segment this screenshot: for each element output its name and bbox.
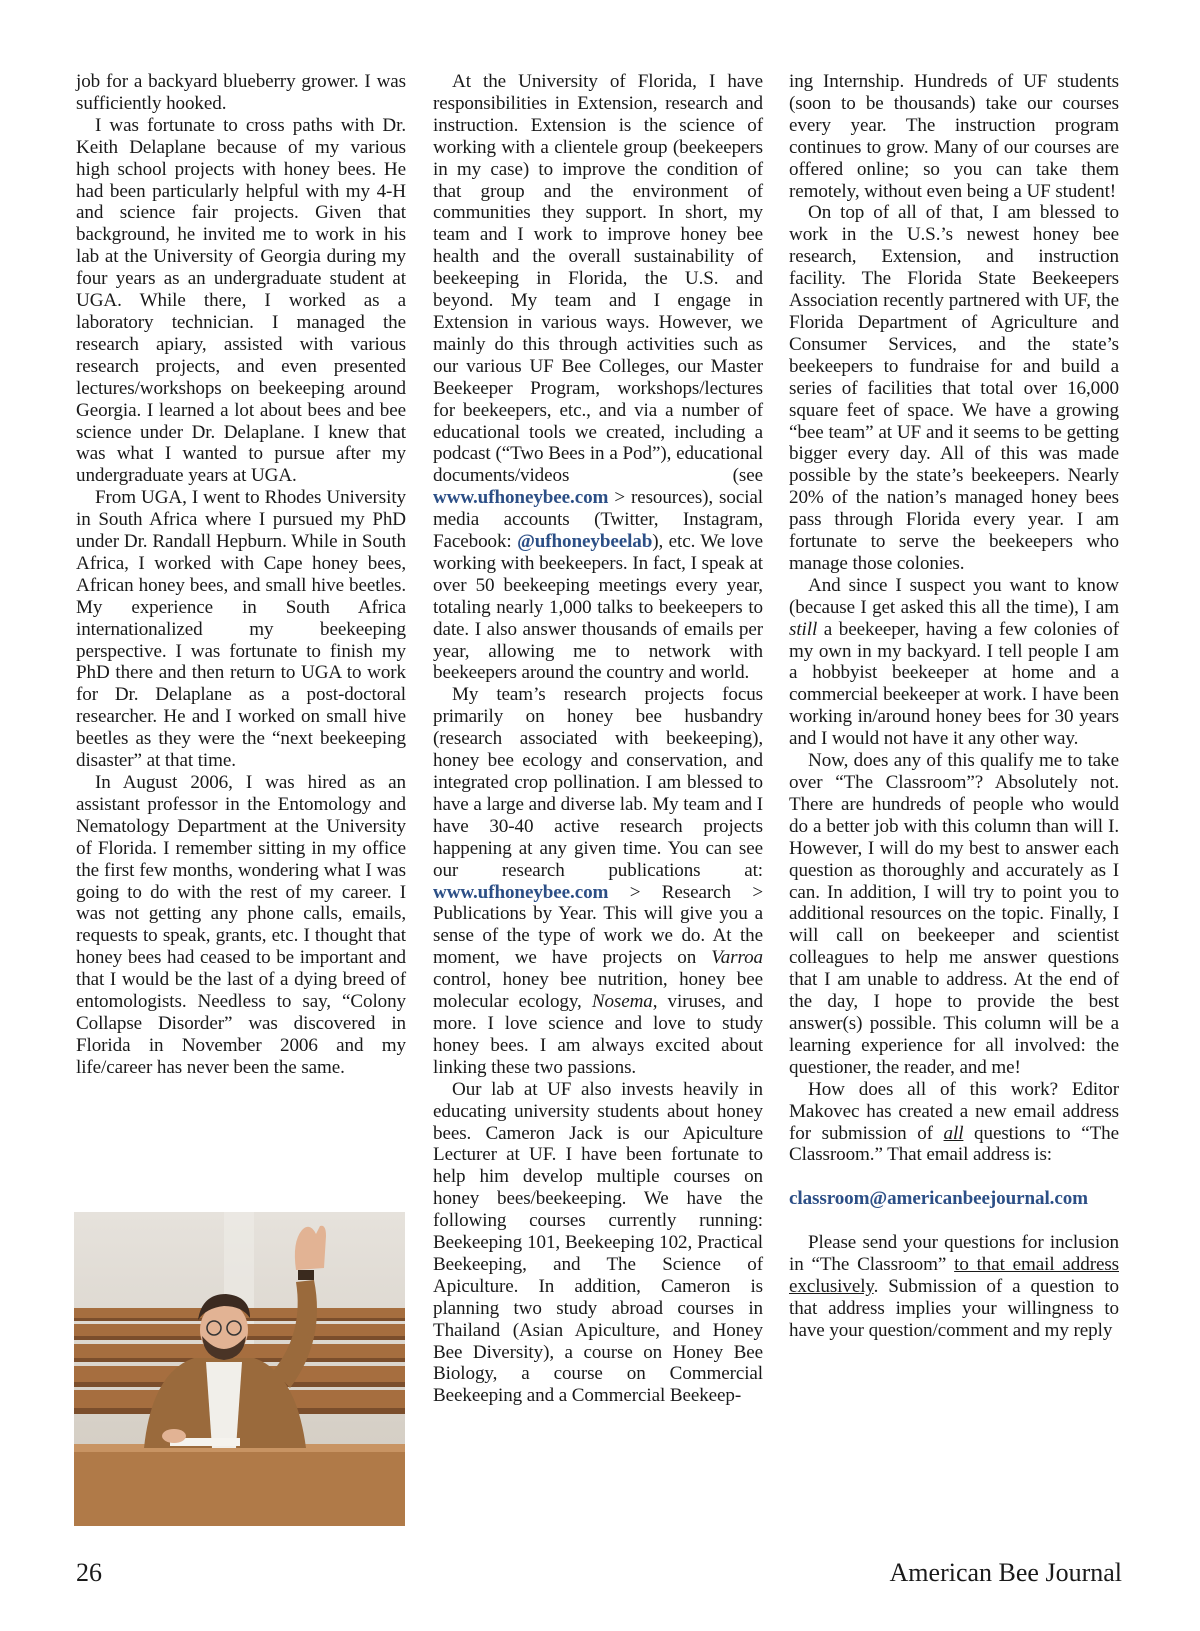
paragraph: Our lab at UF also invests heavily in educating university students about honey bees. Cameron Jack is our Apiculture Lecturer at UF. I have been fortunate to help him develop multiple courses on honey bees/beekeeping. We have the following courses currently running: Beekeeping 101, Beekeeping 102, Practical Beekeeping, and The Science of Apiculture. In addition, Cameron is planning two study abroad courses in Thailand (Asian Apiculture, and Honey Bee Diversity), a course on Honey Bee Biology, a course on Commercial Beekeeping and a Commercial Beekeep-	[433, 1078, 763, 1407]
paragraph: From UGA, I went to Rhodes University in South Africa where I pursued my PhD under Dr. Randall Hepburn. While in South Africa, I worked with Cape honey bees, African honey bees, and small hive beetles. My experience in South Africa internationalized my beekeeping perspective. I was fortunate to finish my PhD there and then return to UGA to work for Dr. Delaplane as a post-doctoral researcher. He and I worked on small hive beetles as they were the “next beekeeping disaster” at that time.	[76, 487, 406, 772]
publication-name: American Bee Journal	[889, 1558, 1122, 1587]
classroom-email-link[interactable]: classroom@americanbeejournal.com	[789, 1188, 1088, 1210]
article-column-2	[433, 71, 763, 1407]
paragraph: My team’s research projects focus primarily on honey bee husbandry (research associated with beekeeping), honey bee ecology and conservation, and integrated crop pollination. I am blessed to have a large and diverse lab. My team and I have 30-40 active research projects happening at any given time. You can see our research publications at: www.ufhoneybee.com > Research > Publications by Year. This will give you a sense of the type of work we do. At the moment, we have projects on Varroa control, honey bee nutrition, honey bee molecular ecology, Nosema, viruses, and more. I love science and love to study honey bees. I am always excited about linking these two passions.	[433, 684, 763, 1078]
paragraph: Please send your questions for inclusion in “The Classroom” to that email address exclusively. Submission of a question to that address implies your willingness to have your question/comment and my reply	[789, 1232, 1119, 1341]
paragraph: At the University of Florida, I have responsibilities in Extension, research and instruction. Extension is the science of working with a clientele group (beekeepers in my case) to improve the condition of that group and the environment of communities they support. In short, my team and I work to improve honey bee health and the overall sustainability of beekeeping in Florida, the U.S. and beyond. My team and I engage in Extension in various ways. However, we mainly do this through activities such as our various UF Bee Colleges, our Master Beekeeper Program, workshops/lectures for beekeepers, etc., and via a number of educational tools we created, including a podcast (“Two Bees in a Pod”), educational documents/videos (see www.ufhoneybee.com > resources), social media accounts (Twitter, Instagram, Facebook: @ufhoneybeelab), etc. We love working with beekeepers. In fact, I speak at over 50 beekeeping meetings every year, totaling nearly 1,000 talks to beekeepers to date. I also answer thousands of emails per year, allowing me to network with beekeepers around the country and world.	[433, 71, 764, 684]
paragraph: ing Internship. Hundreds of UF students (soon to be thousands) take our courses every year. The instruction program continues to grow. Many of our courses are offered online; so you can take them remotely, without even being a UF student!	[789, 71, 1119, 202]
paragraph: In August 2006, I was hired as an assistant professor in the Entomology and Nematology Department at the University of Florida. I remember sitting in my office the first few months, wondering what I was going to do with the rest of my career. I was not getting any phone calls, emails, requests to speak, grants, etc. I thought that honey bees had ceased to be important and that I would be the last of a dying breed of entomologists. Needless to say, “Colony Collapse Disorder” was discovered in Florida in November 2006 and my life/career has never been the same.	[76, 772, 406, 1078]
paragraph: I was fortunate to cross paths with Dr. Keith Delaplane because of my various high school projects with honey bees. He had been particularly helpful with my 4-H and science fair projects. Given that background, he invited me to work in his lab at the University of Georgia during my four years as an undergraduate student at UGA. While there, I worked as a laboratory technician. I managed the research apiary, assisted with various research projects, and even presented lectures/workshops on beekeeping around Georgia. I learned a lot about bees and bee science under Dr. Delaplane. I knew that was what I wanted to pursue after my undergraduate years at UGA.	[76, 114, 406, 487]
page-number: 26	[76, 1558, 102, 1587]
paragraph: Now, does any of this qualify me to take over “The Classroom”? Absolutely not. There are hundreds of people who would do a better job with this column than will I. However, I will do my best to answer each question as thoroughly and accurately as I can. In addition, I will try to point you to additional resources on the topic. Finally, I will call on beekeeper and scientist colleagues to help me answer questions that I am unable to address. At the end of the day, I hope to provide the best answer(s) possible. This column will be a learning experience for all involved: the questioner, the reader, and me!	[789, 750, 1119, 1078]
publications-link[interactable]: www.ufhoneybee.com	[433, 881, 609, 903]
article-column-1	[76, 71, 406, 1079]
paragraph: job for a backyard blueberry grower. I was sufficiently hooked.	[76, 71, 406, 114]
facebook-handle-link[interactable]: @ufhoneybeelab	[517, 531, 653, 553]
paragraph: And since I suspect you want to know (because I get asked this all the time), I am still a beekeeper, having a few colonies of my own in my backyard. I tell people I am a hobbyist beekeeper at home and a commercial beekeeper at work. I have been working in/around honey bees for 30 years and I would not have it any other way.	[789, 574, 1119, 750]
article-column-3	[789, 71, 1119, 1342]
paragraph: On top of all of that, I am blessed to work in the U.S.’s newest honey bee research, Extension, and instruction facility. The Florida State Beekeepers Association recently partnered with UF, the Florida Department of Agriculture and Consumer Services, and the state’s beekeepers to fundraise for and build a series of facilities that total over 16,000 square feet of space. We have a growing “bee team” at UF and it seems to be getting bigger every day. All of this was made possible by the state’s beekeepers. Nearly 20% of the nation’s managed honey bees pass through Florida every year. I am fortunate to serve the beekeepers who manage those colonies.	[789, 202, 1119, 574]
classroom-student-photo	[74, 1212, 405, 1526]
paragraph: How does all of this work? Editor Makovec has created a new email address for submission of all questions to “The Classroom.” That email address is:	[789, 1078, 1119, 1166]
ufhoneybee-link[interactable]: www.ufhoneybee.com	[433, 487, 609, 509]
